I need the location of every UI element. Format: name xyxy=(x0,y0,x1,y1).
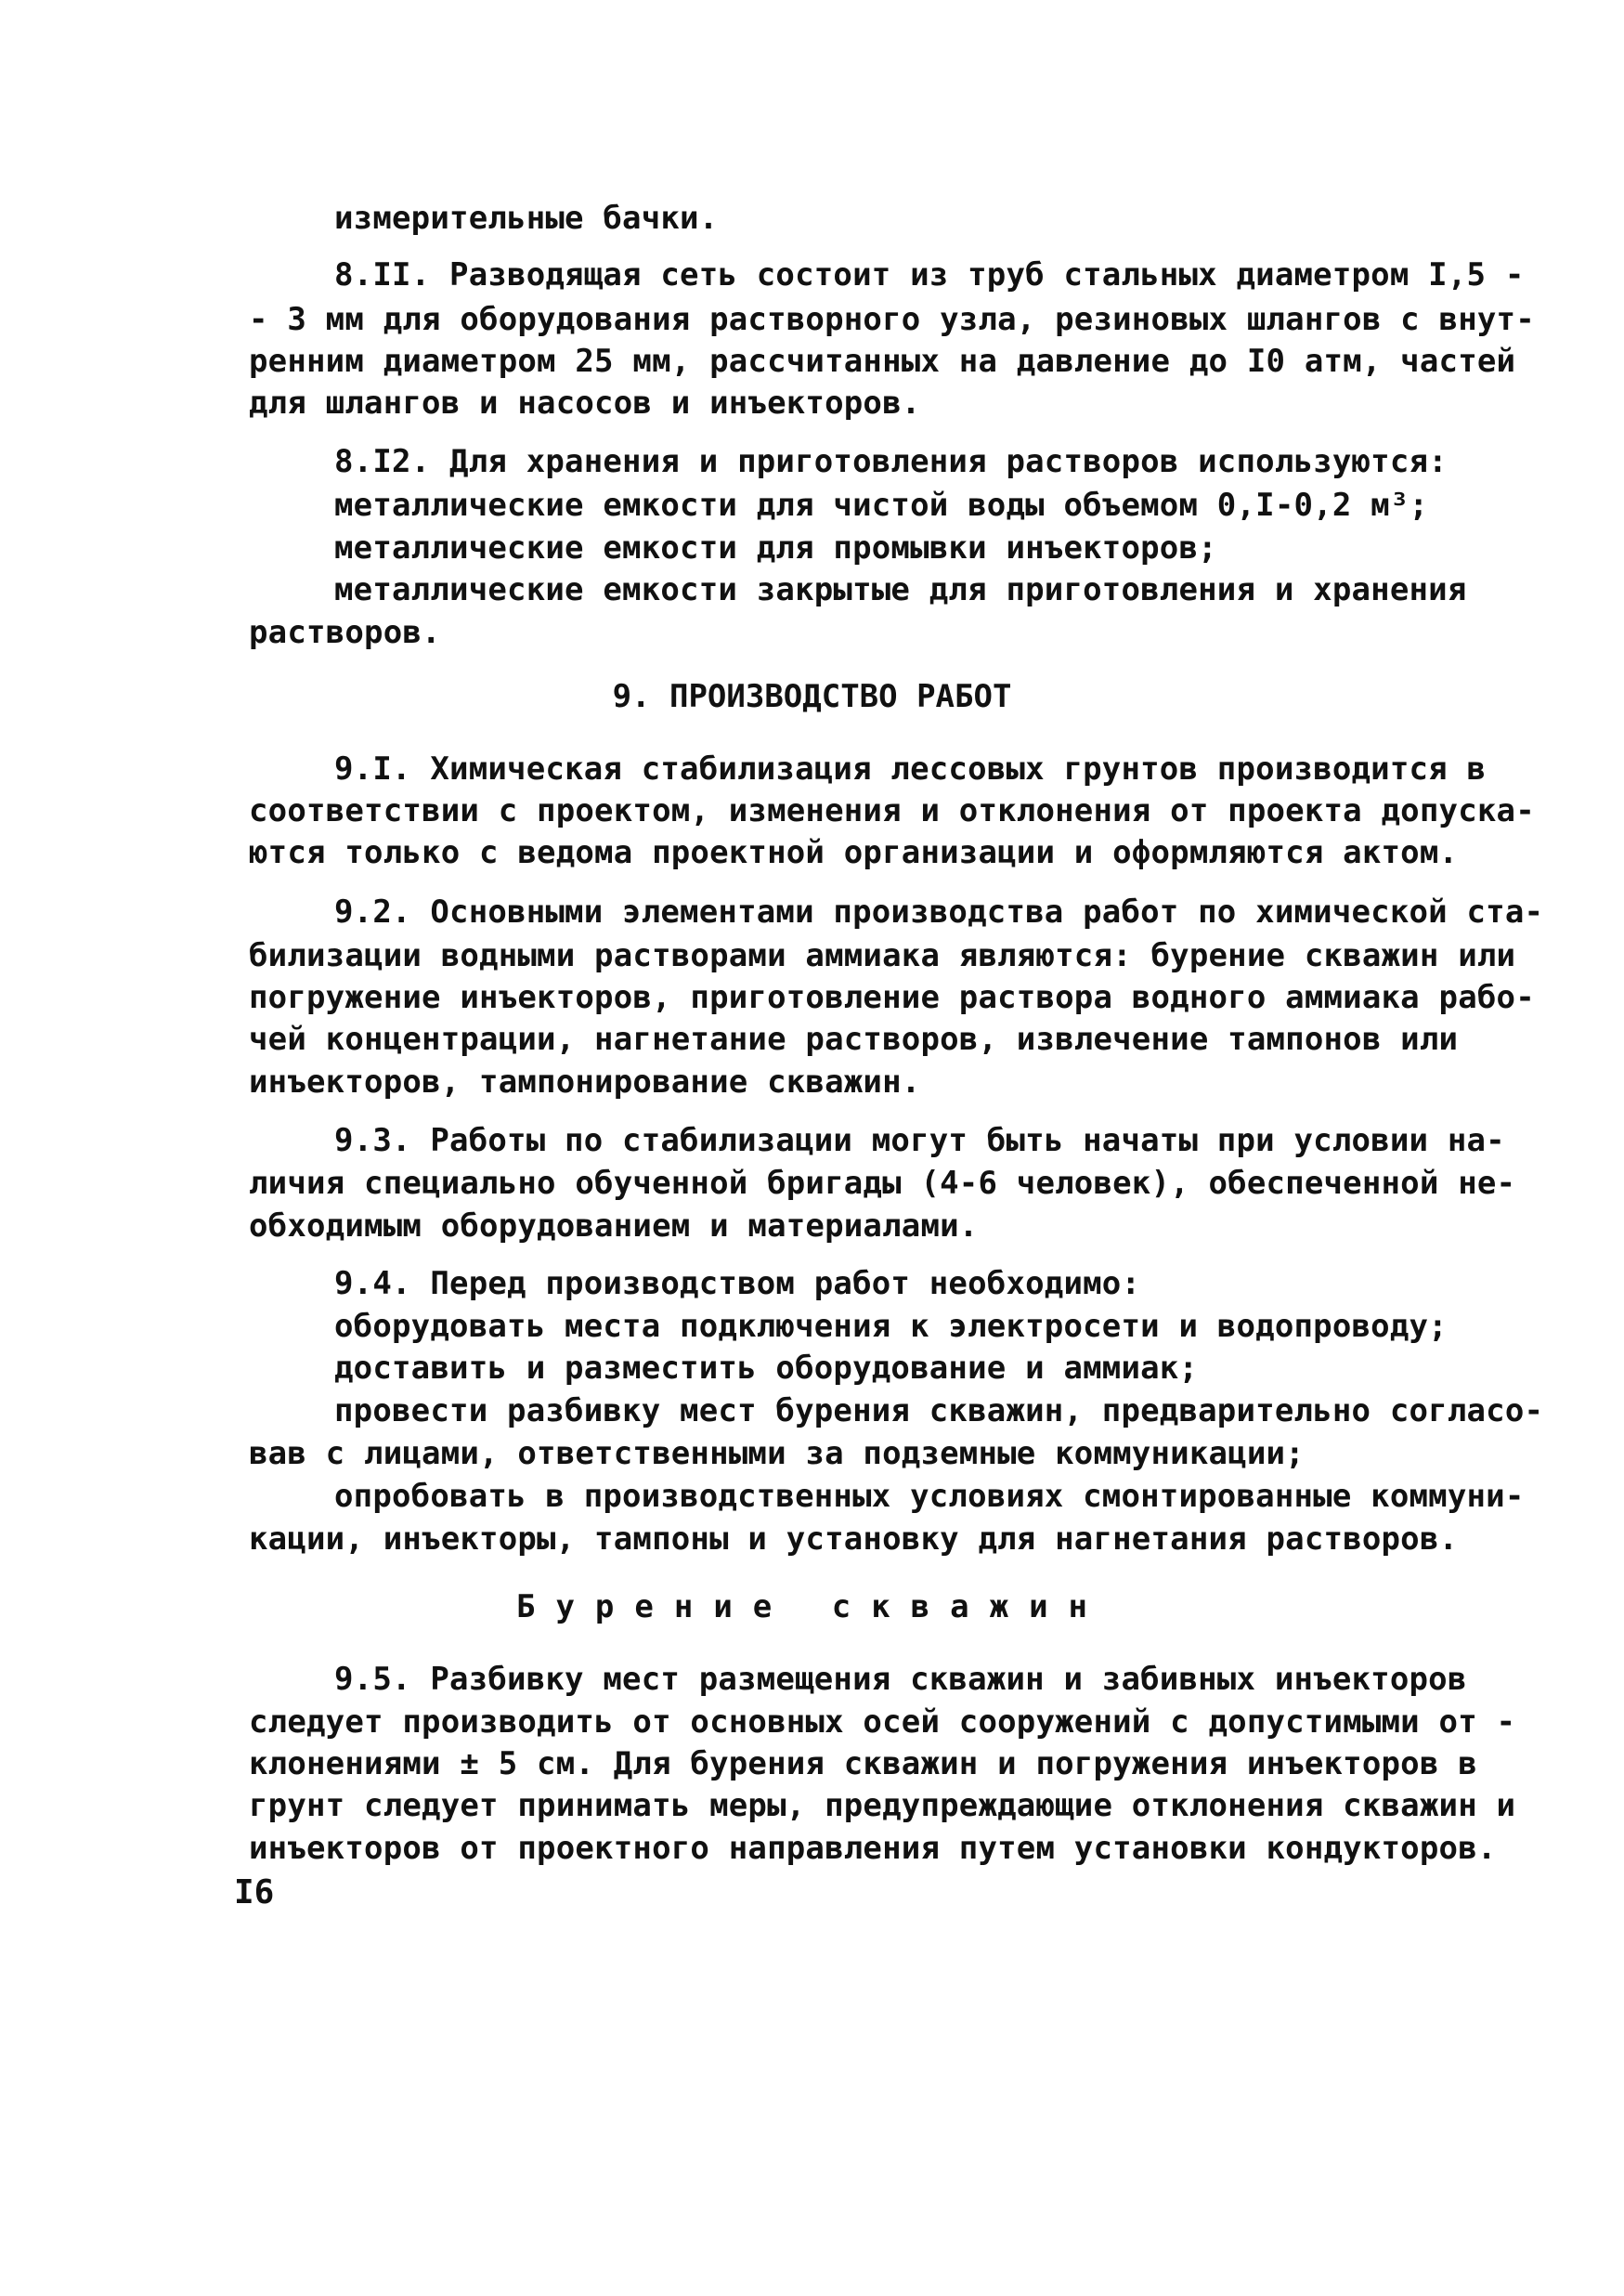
subsection-title: Бурение скважин xyxy=(515,1588,1109,1625)
paragraph-9-3-line: 9.3. Работы по стабилизации могут быть начаты при условии на- xyxy=(334,1122,1505,1159)
paragraph-8-11-line: ренним диаметром 25 мм, рассчитанных на давление до I0 атм, частей xyxy=(249,343,1516,380)
paragraph-9-2-line: 9.2. Основными элементами производства работ по химической ста- xyxy=(334,894,1544,931)
paragraph-9-4-line: опробовать в производственных условиях смонтированные коммуни- xyxy=(334,1478,1525,1515)
paragraph-9-1-line: 9.I. Химическая стабилизация лессовых грунтов производится в xyxy=(334,750,1487,788)
paragraph-9-4-line: оборудовать места подключения к электросети и водопроводу; xyxy=(334,1308,1448,1345)
paragraph-8-11-line: 8.II. Разводящая сеть состоит из труб стальных диаметром I,5 - xyxy=(334,256,1525,294)
paragraph-9-5-line: клонениями ± 5 см. Для бурения скважин и погружения инъекторов в xyxy=(249,1745,1477,1782)
paragraph-8-12-line: металлические емкости для чистой воды объемом 0,I-0,2 м³; xyxy=(334,487,1429,524)
paragraph-9-4-line: вав с лицами, ответственными за подземные коммуникации; xyxy=(249,1435,1305,1472)
paragraph-8-12-line: 8.I2. Для хранения и приготовления растворов используются: xyxy=(334,443,1448,480)
text-line: измерительные бачки. xyxy=(334,200,719,237)
paragraph-8-12-line: металлические емкости закрытые для приготовления и хранения xyxy=(334,571,1467,608)
paragraph-9-5-line: 9.5. Разбивку мест размещения скважин и забивных инъекторов xyxy=(334,1661,1467,1698)
paragraph-9-1-line: ются только с ведома проектной организации и оформляются актом. xyxy=(249,834,1459,871)
paragraph-9-3-line: обходимым оборудованием и материалами. xyxy=(249,1207,979,1245)
paragraph-9-4-line: доставить и разместить оборудование и аммиак; xyxy=(334,1350,1199,1387)
paragraph-8-12-line: растворов. xyxy=(249,614,441,651)
paragraph-8-11-line: - 3 мм для оборудования растворного узла, резиновых шлангов с внут- xyxy=(249,301,1535,338)
paragraph-9-2-line: чей концентрации, нагнетание растворов, извлечение тампонов или xyxy=(249,1021,1459,1058)
page-number: I6 xyxy=(234,1873,275,1911)
paragraph-9-1-line: соответствии с проектом, изменения и отклонения от проекта допуска- xyxy=(249,792,1535,829)
paragraph-9-2-line: погружение инъекторов, приготовление раствора водного аммиака рабо- xyxy=(249,979,1535,1016)
paragraph-9-5-line: инъекторов от проектного направления путем установки кондукторов. xyxy=(249,1830,1497,1867)
paragraph-9-5-line: следует производить от основных осей сооружений с допустимыми от - xyxy=(249,1703,1516,1741)
paragraph-8-11-line: для шлангов и насосов и инъекторов. xyxy=(249,385,921,422)
paragraph-9-4-line: провести разбивку мест бурения скважин, предварительно согласо- xyxy=(334,1392,1544,1429)
paragraph-9-3-line: личия специально обученной бригады (4-6 человек), обеспеченной не- xyxy=(249,1165,1516,1202)
paragraph-9-4-line: кации, инъекторы, тампоны и установку для нагнетания растворов. xyxy=(249,1520,1459,1558)
paragraph-8-12-line: металлические емкости для промывки инъекторов; xyxy=(334,529,1217,567)
paragraph-9-4-line: 9.4. Перед производством работ необходимо: xyxy=(334,1265,1141,1302)
paragraph-9-2-line: билизации водными растворами аммиака являются: бурение скважин или xyxy=(249,937,1516,974)
paragraph-9-2-line: инъекторов, тампонирование скважин. xyxy=(249,1063,921,1101)
section-title: 9. ПРОИЗВОДСТВО РАБОТ xyxy=(612,678,1012,715)
paragraph-9-5-line: грунт следует принимать меры, предупреждающие отклонения скважин и xyxy=(249,1787,1516,1824)
